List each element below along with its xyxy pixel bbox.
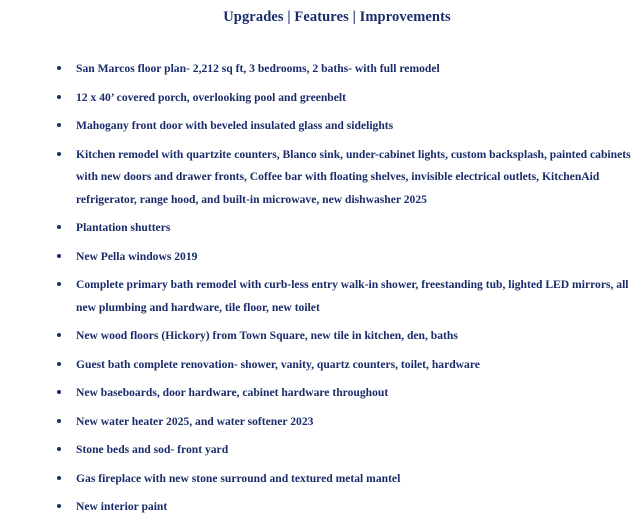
list-item-text: Mahogany front door with beveled insulated glass and sidelights	[76, 119, 394, 132]
bullet-icon	[57, 66, 61, 70]
bullet-icon	[57, 504, 61, 508]
list-item	[56, 325, 636, 348]
bullet-icon	[57, 225, 61, 229]
list-item-text: New wood floors (Hickory) from Town Square, new tile in kitchen, den, baths	[76, 329, 458, 342]
bullet-icon	[57, 95, 61, 99]
features-list	[56, 58, 636, 525]
list-item	[56, 439, 636, 462]
list-item-text: Stone beds and sod- front yard	[76, 443, 229, 456]
list-item	[56, 115, 636, 138]
bullet-icon	[57, 447, 61, 451]
list-item	[56, 354, 636, 377]
list-item	[56, 411, 636, 434]
list-item	[56, 217, 636, 240]
list-item	[56, 87, 636, 110]
page-title: Upgrades | Features | Improvements	[223, 9, 451, 25]
list-item	[56, 468, 636, 491]
list-item-text: Complete primary bath remodel with curb-less entry walk-in shower, freestanding tub, lighted LED mirrors, all new plumbing and hardware, tile floor, new toilet	[76, 278, 629, 314]
list-item-text: 12 x 40’ covered porch, overlooking pool and greenbelt	[76, 90, 346, 104]
list-item	[56, 382, 636, 405]
bullet-icon	[57, 476, 61, 480]
bullet-icon	[57, 390, 61, 394]
list-item	[56, 144, 636, 212]
bullet-icon	[57, 123, 61, 127]
list-item-text: Gas fireplace with new stone surround and textured metal mantel	[76, 471, 401, 485]
list-item-text: San Marcos floor plan- 2,212 sq ft, 3 bedrooms, 2 baths- with full remodel	[76, 62, 440, 75]
bullet-icon	[57, 282, 61, 286]
list-item-text: New baseboards, door hardware, cabinet hardware throughout	[76, 386, 389, 399]
bullet-icon	[57, 333, 61, 337]
bullet-icon	[57, 419, 61, 423]
list-item-text: New interior paint	[76, 500, 168, 513]
list-item-text: New Pella windows 2019	[76, 249, 198, 263]
list-item-text: Plantation shutters	[76, 221, 171, 234]
bullet-icon	[57, 362, 61, 366]
list-item-text: Kitchen remodel with quartzite counters, Blanco sink, under-cabinet lights, custom backsplash, painted cabinets with new doors and drawer fronts, Coffee bar with floating shelves, invisible electrical outlets, KitchenAid refrigerator, range hood, and built-in microwave, new dishwasher 2025	[76, 147, 631, 206]
bullet-icon	[57, 152, 61, 156]
list-item	[56, 58, 636, 81]
list-item	[56, 246, 636, 269]
bullet-icon	[57, 254, 61, 258]
list-item	[56, 274, 636, 319]
list-item-text: New water heater 2025, and water softener 2023	[76, 414, 314, 428]
list-item-text: Guest bath complete renovation- shower, vanity, quartz counters, toilet, hardware	[76, 357, 480, 371]
list-item	[56, 496, 636, 519]
